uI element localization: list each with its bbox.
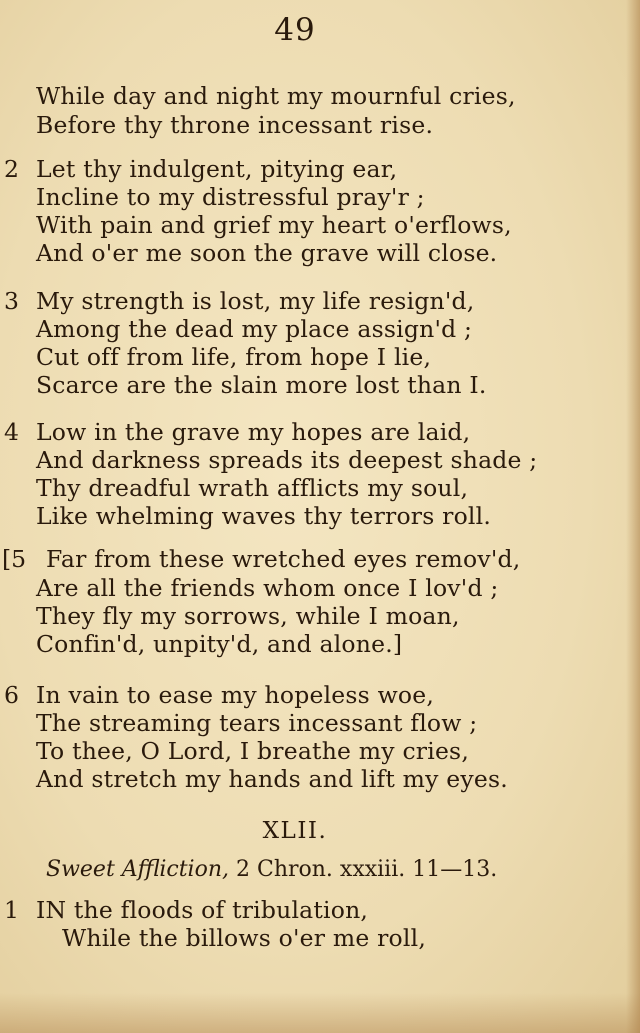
stanza-number: 3 <box>4 287 19 315</box>
verse-line: Confin'd, unpity'd, and alone.] <box>36 630 403 658</box>
hymn-title: Sweet Affliction, <box>46 857 229 882</box>
verse-line: Far from these wretched eyes remov'd, <box>46 545 521 573</box>
verse-line: While day and night my mournful cries, <box>36 82 516 110</box>
page-edge-shadow-bottom <box>0 993 640 1033</box>
page-number: 49 <box>274 12 316 48</box>
verse-line: Thy dreadful wrath afflicts my soul, <box>36 474 469 502</box>
verse-line: Scarce are the slain more lost than I. <box>36 371 487 399</box>
verse-line: Among the dead my place assign'd ; <box>36 315 473 343</box>
verse-line: Cut off from life, from hope I lie, <box>36 343 432 371</box>
verse-line: The streaming tears incessant flow ; <box>36 709 478 737</box>
verse-line: With pain and grief my heart o'erflows, <box>36 211 512 239</box>
stanza-number: 6 <box>4 681 19 709</box>
verse-line: My strength is lost, my life resign'd, <box>36 287 475 315</box>
verse-line: IN the floods of tribulation, <box>36 896 369 924</box>
verse-line: While the billows o'er me roll, <box>62 924 427 952</box>
verse-line: And darkness spreads its deepest shade ; <box>36 446 538 474</box>
verse-line: And stretch my hands and lift my eyes. <box>36 765 508 793</box>
verse-line: Before thy throne incessant rise. <box>36 111 434 139</box>
verse-line: And o'er me soon the grave will close. <box>36 239 498 267</box>
verse-line: Low in the grave my hopes are laid, <box>36 418 471 446</box>
stanza-number: 4 <box>4 418 19 446</box>
stanza-number: 1 <box>4 896 19 924</box>
page-edge-shadow-right <box>626 0 640 1033</box>
verse-line: To thee, O Lord, I breathe my cries, <box>36 737 469 765</box>
hymn-number: XLII. <box>262 818 328 844</box>
scripture-reference: 2 Chron. xxxiii. 11—13. <box>236 857 498 882</box>
verse-line: Incline to my distressful pray'r ; <box>36 183 425 211</box>
verse-line: Are all the friends whom once I lov'd ; <box>36 574 499 602</box>
verse-line: They fly my sorrows, while I moan, <box>36 602 460 630</box>
stanza-number: [5 <box>2 545 27 573</box>
verse-line: Let thy indulgent, pitying ear, <box>36 155 398 183</box>
hymn-subtitle <box>46 857 497 882</box>
stanza-number: 2 <box>4 155 19 183</box>
verse-line: In vain to ease my hopeless woe, <box>36 681 435 709</box>
verse-line: Like whelming waves thy terrors roll. <box>36 502 492 530</box>
